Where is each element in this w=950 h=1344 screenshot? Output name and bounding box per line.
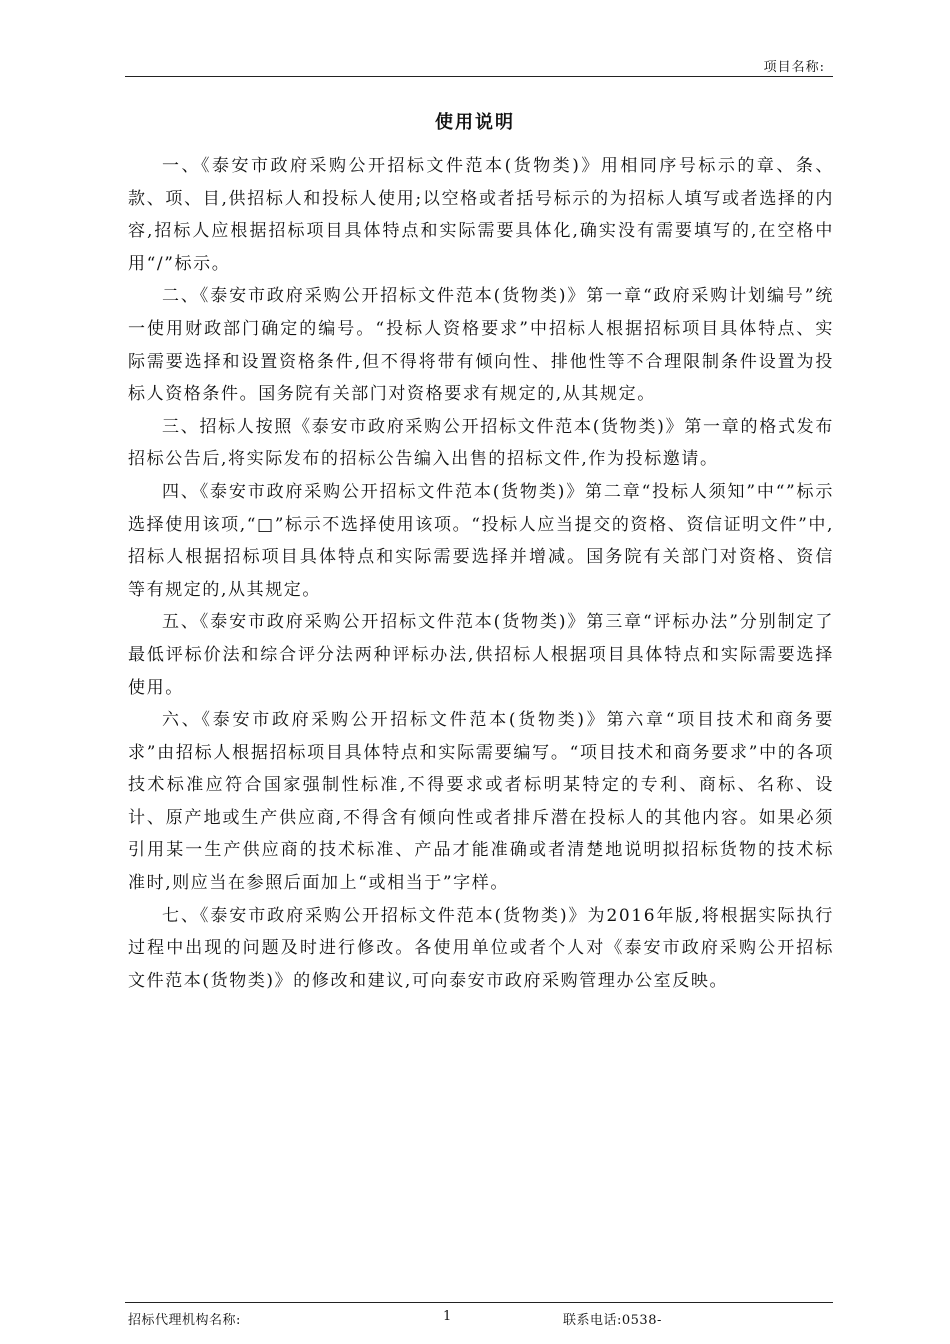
agency-name-label: 招标代理机构名称: bbox=[128, 1313, 241, 1328]
paragraph-7: 七、《泰安市政府采购公开招标文件范本(货物类)》为2016年版,将根据实际执行过程中出现的问题及时进行修改。各使用单位或者个人对《泰安市政府采购公开招标文件范本(货物类)》的修改和建议,可向泰安市政府采购管理办公室反映。 bbox=[128, 905, 834, 991]
page-number: 1 bbox=[443, 1309, 452, 1324]
paragraph-2: 二、《泰安市政府采购公开招标文件范本(货物类)》第一章“政府采购计划编号”统一使用财政部门确定的编号。“投标人资格要求”中招标人根据招标项目具体特点、实际需要选择和设置资格条件,但不得将带有倾向性、排他性等不合理限制条件设置为投标人资格条件。国务院有关部门对资格要求有规定的,从其规定。 bbox=[128, 286, 834, 405]
paragraph-4: 四、《泰安市政府采购公开招标文件范本(货物类)》第二章“投标人须知”中“”标示选择使用该项,“□”标示不选择使用该项。“投标人应当提交的资格、资信证明文件”中,招标人根据招标项目具体特点和实际需要选择并增减。国务院有关部门对资格、资信等有规定的,从其规定。 bbox=[128, 481, 834, 600]
project-name-label: 项目名称: bbox=[763, 60, 825, 75]
page-title: 使用说明 bbox=[435, 112, 515, 133]
paragraph-3: 三、招标人按照《泰安市政府采购公开招标文件范本(货物类)》第一章的格式发布招标公告后,将实际发布的招标公告编入出售的招标文件,作为投标邀请。 bbox=[128, 416, 834, 470]
page-header bbox=[125, 52, 833, 77]
paragraph-1: 一、《泰安市政府采购公开招标文件范本(货物类)》用相同序号标示的章、条、款、项、目,供招标人和投标人使用;以空格或者括号标示的为招标人填写或者选择的内容,招标人应根据招标项目具体特点和实际需要具体化,确实没有需要填写的,在空格中用“/”标示。 bbox=[128, 156, 834, 274]
phone-label: 联系电话:0538- bbox=[563, 1313, 662, 1328]
page-footer bbox=[125, 1302, 833, 1333]
document-body bbox=[128, 150, 834, 997]
paragraph-6: 六、《泰安市政府采购公开招标文件范本(货物类)》第六章“项目技术和商务要求”由招标人根据招标项目具体特点和实际需要编写。“项目技术和商务要求”中的各项技术标准应符合国家强制性标准,不得要求或者标明某特定的专利、商标、名称、设计、原产地或生产供应商,不得含有倾向性或者排斥潜在投标人的其他内容。如果必须引用某一生产供应商的技术标准、产品才能准确或者清楚地说明拟招标货物的技术标准时,则应当在参照后面加上“或相当于”字样。 bbox=[128, 710, 834, 894]
paragraph-5: 五、《泰安市政府采购公开招标文件范本(货物类)》第三章“评标办法”分别制定了最低评标价法和综合评分法两种评标办法,供招标人根据项目具体特点和实际需要选择使用。 bbox=[128, 612, 834, 698]
